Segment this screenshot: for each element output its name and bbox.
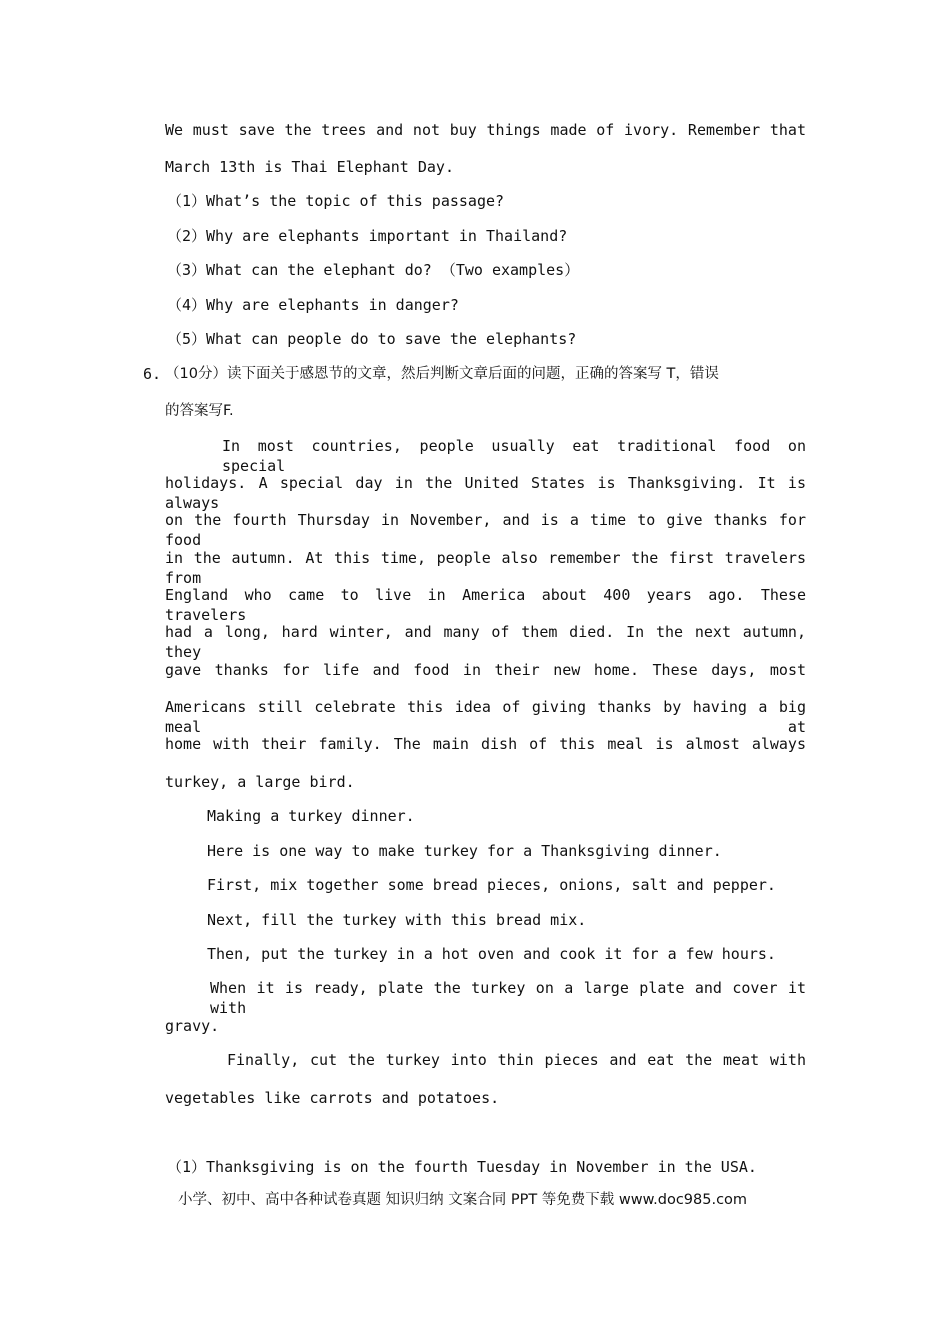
article-line: gave thanks for life and food in their new home. These days, most	[165, 661, 806, 679]
passage-line: We must save the trees and not buy things made of ivory. Remember that	[165, 121, 806, 139]
article-line: Americans still celebrate this idea of giving thanks by having a big meal at	[165, 698, 806, 736]
question-item: （2）Why are elephants important in Thailand?	[167, 227, 568, 245]
recipe-step: Next, fill the turkey with this bread mix.	[207, 911, 587, 929]
article-line: on the fourth Thursday in November, and is a time to give thanks for food	[165, 511, 806, 549]
question-item: （5）What can people do to save the elephants?	[167, 330, 577, 348]
question-instruction: 的答案写F.	[165, 403, 234, 419]
article-line: holidays. A special day in the United States is Thanksgiving. It is always	[165, 474, 806, 512]
recipe-step: Then, put the turkey in a hot oven and cook it for a few hours.	[207, 945, 776, 963]
article-line: in the autumn. At this time, people also remember the first travelers from	[165, 549, 806, 587]
article-line: turkey, a large bird.	[165, 773, 355, 791]
article-line: had a long, hard winter, and many of them died. In the next autumn, they	[165, 623, 806, 661]
question-item: （3）What can the elephant do? （Two examples）	[167, 261, 580, 279]
question-item: （4）Why are elephants in danger?	[167, 296, 459, 314]
article-line: home with their family. The main dish of this meal is almost always	[165, 735, 806, 753]
recipe-step: vegetables like carrots and potatoes.	[165, 1089, 500, 1107]
recipe-step: Here is one way to make turkey for a Thanksgiving dinner.	[207, 842, 722, 860]
recipe-step: First, mix together some bread pieces, onions, salt and pepper.	[207, 876, 776, 894]
question-item: （1）Thanksgiving is on the fourth Tuesday in November in the USA.	[167, 1158, 757, 1176]
passage-line: March 13th is Thai Elephant Day.	[165, 158, 454, 176]
article-line: England who came to live in America about 400 years ago. These travelers	[165, 586, 806, 624]
footer-text: 小学、初中、高中各种试卷真题 知识归纳 文案合同 PPT 等免费下载 www.doc985.com	[178, 1192, 748, 1208]
recipe-step: gravy.	[165, 1017, 220, 1035]
question-instruction: （10分）读下面关于感恩节的文章，然后判断文章后面的问题，正确的答案写 T，错误	[165, 366, 719, 382]
question-number: 6.	[143, 365, 162, 383]
question-item: （1）What’s the topic of this passage?	[167, 192, 505, 210]
article-line: In most countries, people usually eat traditional food on special	[222, 437, 806, 475]
recipe-title: Making a turkey dinner.	[207, 807, 415, 825]
recipe-step: Finally, cut the turkey into thin pieces and eat the meat with	[227, 1051, 806, 1069]
recipe-step: When it is ready, plate the turkey on a large plate and cover it with	[210, 979, 806, 1017]
